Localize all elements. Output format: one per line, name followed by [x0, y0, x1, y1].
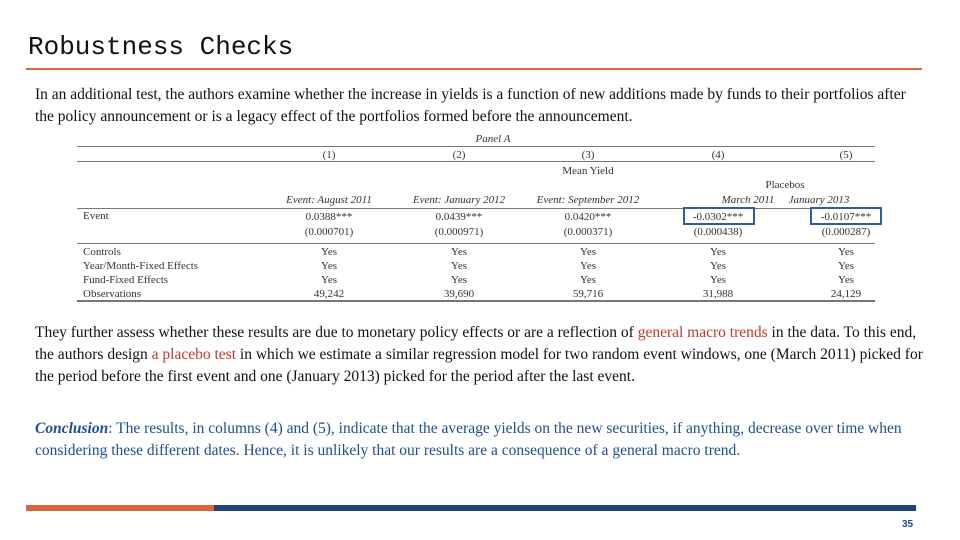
table-cell: Yes: [450, 246, 468, 258]
table-rule-header: [77, 208, 875, 209]
event-coef-placebo: -0.0302***: [692, 211, 744, 223]
highlight-box-col5: [810, 207, 882, 225]
table-cell: Yes: [837, 260, 855, 272]
table-rule-upper: [77, 161, 875, 162]
page-number: 35: [902, 519, 914, 530]
table-cell: Yes: [579, 246, 597, 258]
table-cell: Yes: [709, 260, 727, 272]
para-text: in the data. To this end, the authors design: [35, 324, 917, 363]
title-divider: [26, 68, 922, 70]
col-number: (2): [452, 149, 466, 161]
event-se: (0.000971): [434, 226, 484, 238]
table-cell: Yes: [837, 246, 855, 258]
table-rule-mid: [77, 243, 875, 244]
table-cell: Yes: [320, 246, 338, 258]
table-rule-top: [77, 146, 875, 147]
conclusion-paragraph: [35, 418, 923, 462]
col-number: (1): [322, 149, 336, 161]
table-cell: Yes: [450, 274, 468, 286]
para-text: in which we estimate a similar regression model for two random event windows, one (March 2011) picked for the period before the first event and one (January 2013) picked for the period after the last event.: [35, 346, 923, 385]
placebos-label: Placebos: [765, 179, 805, 191]
col-number: (5): [839, 149, 853, 161]
intro-paragraph: In an additional test, the authors examine whether the increase in yields is a function of new additions made by funds to their portfolios after the policy announcement or is a legacy effect of the portfolios formed before the announcement.: [35, 86, 906, 125]
table-cell: 59,716: [572, 288, 604, 300]
event-header: Event: January 2012: [412, 194, 506, 206]
row-label-event: Event: [83, 210, 109, 222]
table-cell: Yes: [579, 274, 597, 286]
event-coef: 0.0420***: [564, 211, 612, 223]
panel-label: Panel A: [475, 133, 511, 145]
event-coef: 0.0388***: [305, 211, 353, 223]
row-label: Fund-Fixed Effects: [83, 274, 169, 286]
footer-accent: [26, 505, 214, 511]
event-header: Event: August 2011: [286, 194, 372, 206]
table-cell: Yes: [320, 260, 338, 272]
row-label: Year/Month-Fixed Effects: [83, 260, 199, 272]
col-number: (4): [711, 149, 725, 161]
table-cell: 39,690: [443, 288, 475, 300]
event-se: (0.000287): [821, 226, 871, 238]
table-cell: 49,242: [313, 288, 345, 300]
table-cell: Yes: [709, 246, 727, 258]
regression-table: [77, 133, 875, 301]
highlight-placebo-test: a placebo test: [151, 346, 237, 363]
table-cell: 24,129: [830, 288, 862, 300]
event-se: (0.000438): [693, 226, 743, 238]
table-cell: Yes: [837, 274, 855, 286]
slide-title: Robustness Checks: [28, 32, 294, 62]
table-cell: Yes: [320, 274, 338, 286]
conclusion-text: : The results, in columns (4) and (5), indicate that the average yields on the new securities, if anything, decrease over time when considering these different dates. Hence, it is unlikely that our results are a consequence of a general macro trend.: [35, 420, 902, 459]
table-cell: Yes: [709, 274, 727, 286]
table-cell: 31,988: [702, 288, 734, 300]
row-label: Observations: [83, 288, 142, 300]
event-se: (0.000701): [304, 226, 354, 238]
col-number: (3): [581, 149, 595, 161]
event-header: January 2013: [788, 194, 850, 206]
highlight-box-col4: [683, 207, 755, 225]
event-header: Event: September 2012: [536, 194, 640, 206]
event-se: (0.000371): [563, 226, 613, 238]
table-cell: Yes: [579, 260, 597, 272]
placebo-paragraph: [35, 322, 923, 388]
dependent-variable: Mean Yield: [562, 165, 614, 177]
para-text: They further assess whether these results are due to monetary policy effects or are a reflection of: [35, 324, 638, 341]
conclusion-label: Conclusion: [35, 420, 109, 437]
table-cell: Yes: [450, 260, 468, 272]
event-header: March 2011: [721, 194, 775, 206]
highlight-macro-trends: general macro trends: [637, 324, 768, 341]
event-coef-placebo: -0.0107***: [820, 211, 872, 223]
event-coef: 0.0439***: [435, 211, 483, 223]
row-label: Controls: [83, 246, 121, 258]
table-rule-bottom: [77, 300, 875, 302]
